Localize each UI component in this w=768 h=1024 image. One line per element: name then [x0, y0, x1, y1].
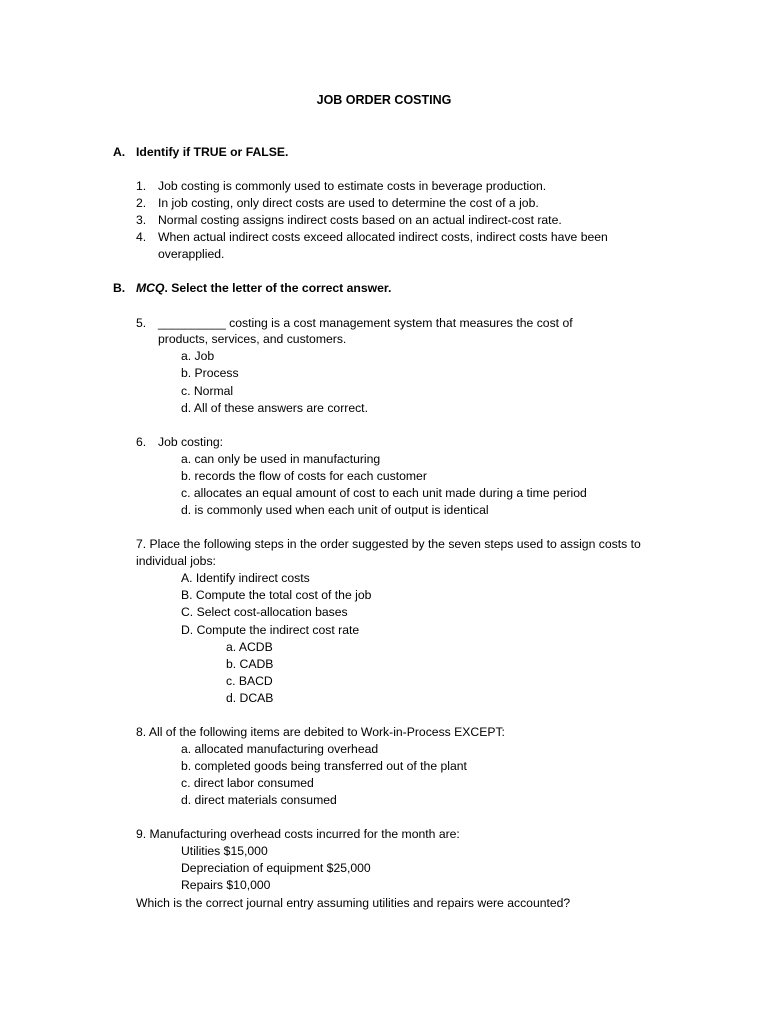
item-number: 1.: [136, 179, 147, 193]
question-number: 6.: [136, 435, 147, 449]
question-stem: 9. Manufacturing overhead costs incurred for the month are:: [136, 827, 460, 841]
true-false-item: In job costing, only direct costs are used to determine the cost of a job.: [158, 196, 539, 210]
step-item: C. Select cost-allocation bases: [181, 605, 348, 619]
step-item: D. Compute the indirect cost rate: [181, 623, 360, 637]
step-item: A. Identify indirect costs: [181, 571, 310, 585]
question-stem-continuation: individual jobs:: [136, 554, 216, 568]
answer-option: a. allocated manufacturing overhead: [181, 742, 379, 756]
question-stem: Job costing:: [158, 435, 224, 449]
question-stem-continuation: products, services, and customers.: [158, 332, 347, 346]
section-b-heading: [136, 281, 391, 296]
true-false-item-continuation: overapplied.: [158, 247, 225, 261]
cost-item: Repairs $10,000: [181, 878, 271, 892]
true-false-item: When actual indirect costs exceed allocated indirect costs, indirect costs have been: [158, 230, 608, 244]
question-stem: 8. All of the following items are debited to Work-in-Process EXCEPT:: [136, 725, 505, 739]
section-b-letter: B.: [113, 281, 126, 295]
answer-option: c. BACD: [226, 674, 273, 688]
answer-option: a. Job: [181, 349, 215, 363]
answer-option: d. is commonly used when each unit of output is identical: [181, 503, 489, 517]
answer-option: a. can only be used in manufacturing: [181, 452, 381, 466]
answer-option: a. ACDB: [226, 640, 273, 654]
item-number: 3.: [136, 213, 147, 227]
answer-option: b. records the flow of costs for each customer: [181, 469, 427, 483]
section-a-letter: A.: [113, 145, 126, 159]
answer-option: b. Process: [181, 366, 239, 380]
document-title: JOB ORDER COSTING: [316, 93, 452, 107]
question-stem: __________ costing is a cost management system that measures the cost of: [158, 316, 573, 330]
answer-option: d. All of these answers are correct.: [181, 401, 368, 415]
true-false-item: Job costing is commonly used to estimate costs in beverage production.: [158, 179, 547, 193]
answer-option: c. Normal: [181, 384, 234, 398]
cost-item: Utilities $15,000: [181, 844, 268, 858]
answer-option: b. completed goods being transferred out of the plant: [181, 759, 467, 773]
cost-item: Depreciation of equipment $25,000: [181, 861, 371, 875]
section-a-heading: Identify if TRUE or FALSE.: [136, 145, 289, 159]
answer-option: d. direct materials consumed: [181, 793, 337, 807]
question-number: 5.: [136, 316, 147, 330]
section-b-heading-italic: MCQ: [136, 281, 165, 295]
answer-option: c. allocates an equal amount of cost to each unit made during a time period: [181, 486, 587, 500]
true-false-item: Normal costing assigns indirect costs based on an actual indirect-cost rate.: [158, 213, 562, 227]
question-text: Which is the correct journal entry assuming utilities and repairs were accounted?: [136, 896, 571, 910]
answer-option: d. DCAB: [226, 691, 274, 705]
item-number: 2.: [136, 196, 147, 210]
section-b-heading-rest: . Select the letter of the correct answer.: [164, 281, 392, 295]
question-stem: 7. Place the following steps in the order suggested by the seven steps used to assign costs to: [136, 537, 641, 551]
item-number: 4.: [136, 230, 147, 244]
answer-option: c. direct labor consumed: [181, 776, 314, 790]
answer-option: b. CADB: [226, 657, 274, 671]
step-item: B. Compute the total cost of the job: [181, 588, 372, 602]
